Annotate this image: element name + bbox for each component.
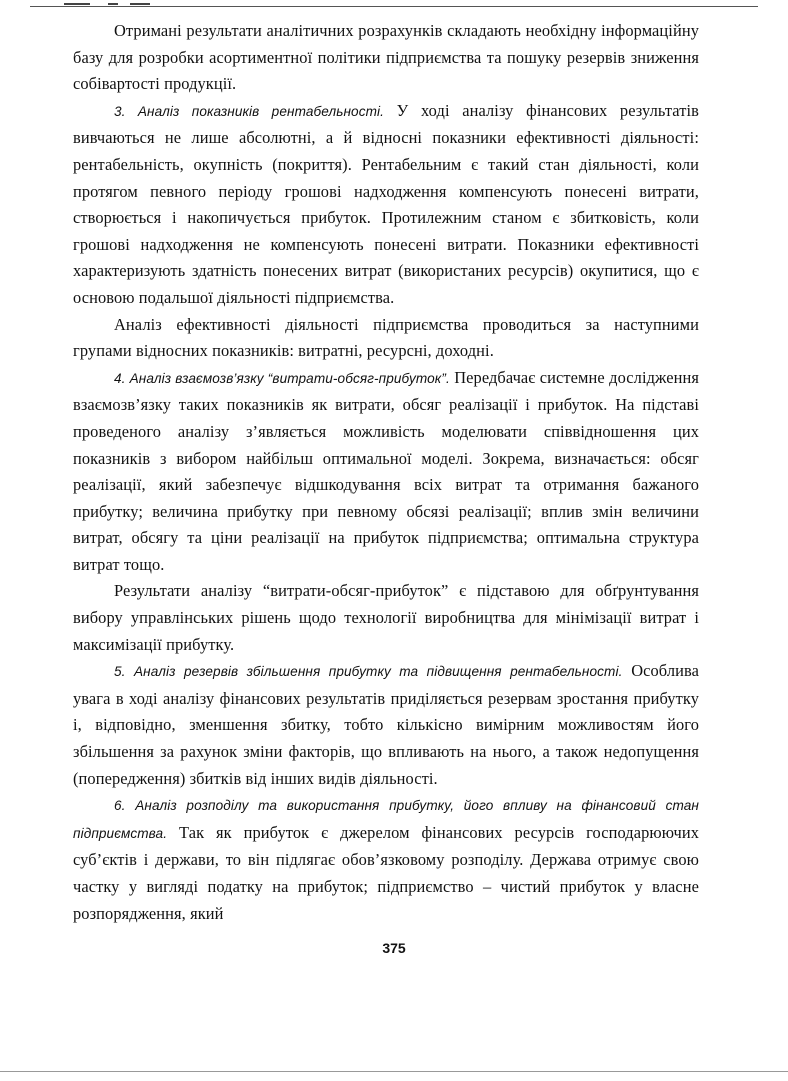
paragraph-section-3 <box>73 98 699 312</box>
bottom-scan-rule <box>0 1071 788 1072</box>
paragraph-text: Особлива увага в ході аналізу фінансових результатів приділяється резервам зростання прибутку і, відповідно, зменшення збитку, тобто кількісно вимірним можливостям його збільшення за рахунок зміни факторів, що впливають на нього, а також недопущення (попередження) збитків від інших видів діяльності. <box>73 661 699 788</box>
paragraph-text: Передбачає системне дослідження взаємозв’язку таких показників як витрати, обсяг реалізації і прибуток. На підставі проведеного аналізу з’являється можливість моделювати співвідношення цих показників з вибором найбільш оптимальної моделі. Зокрема, визначається: обсяг реалізації, який забезпечує відшкодування всіх витрат та отримання бажаного прибутку; величина прибутку при певному обсязі реалізації; вплив змін величини витрат, обсягу та ціни реалізації на прибуток підприємства; оптимальна структура витрат тощо. <box>73 367 700 574</box>
section-heading: 4. Аналіз взаємозв’язку “витрати-обсяг-прибуток”. <box>114 370 450 386</box>
top-scan-dash <box>130 3 150 5</box>
paragraph-section-4 <box>73 365 699 579</box>
paragraph-efficiency-groups <box>73 312 699 365</box>
paragraph-section-6 <box>73 792 699 927</box>
paragraph-text: У ході аналізу фінансових результатів вивчаються не лише абсолютні, а й відносні показники ефективності діяльності: рентабельність, окупність (покриття). Рентабельним є такий стан діяльності, коли протягом певного періоду грошові надходження компенсують понесені витрати, створюється і накопичується прибуток. Протилежним станом є збитковість, коли грошові надходження не компенсують понесені витрати. Показники ефективності характеризують здатність понесених витрат (використаних ресурсів) окупитися, що є основою подальшої діяльності підприємства. <box>73 100 699 307</box>
top-scan-dash <box>64 3 90 5</box>
paragraph-text: Аналіз ефективності діяльності підприємства проводиться за наступними групами відносних показників: витратні, ресурсні, доходні. <box>73 314 699 361</box>
paragraph-intro <box>73 18 699 98</box>
page-number: 375 <box>382 940 406 956</box>
section-heading: 6. Аналіз розподілу та використання прибутку, його впливу на фінансовий стан підприємства. <box>73 798 699 841</box>
top-scan-rule <box>30 6 758 7</box>
paragraph-cvp-results <box>73 578 699 658</box>
top-scan-dash <box>108 3 118 5</box>
page-body <box>73 18 699 927</box>
paragraph-text: Так як прибуток є джерелом фінансових ресурсів господарюючих суб’єктів і держави, то він підлягає обов’язковому розподілу. Держава отримує свою частку у вигляді податку на прибуток; підприємство – чистий прибуток у власне розпорядження, який <box>73 822 699 923</box>
paragraph-text: Результати аналізу “витрати-обсяг-прибуток” є підставою для обґрунтування вибору управлінських рішень щодо технології виробництва для мінімізації витрат і максимізації прибутку. <box>73 581 699 654</box>
paragraph-section-5 <box>73 658 699 792</box>
section-heading: 5. Аналіз резервів збільшення прибутку та підвищення рентабельності. <box>114 664 623 680</box>
paragraph-text: Отримані результати аналітичних розрахунків складають необхідну інформаційну базу для розробки асортиментної політики підприємства та пошуку резервів зниження собівартості продукції. <box>73 21 699 94</box>
section-heading: 3. Аналіз показників рентабельності. <box>114 103 385 119</box>
